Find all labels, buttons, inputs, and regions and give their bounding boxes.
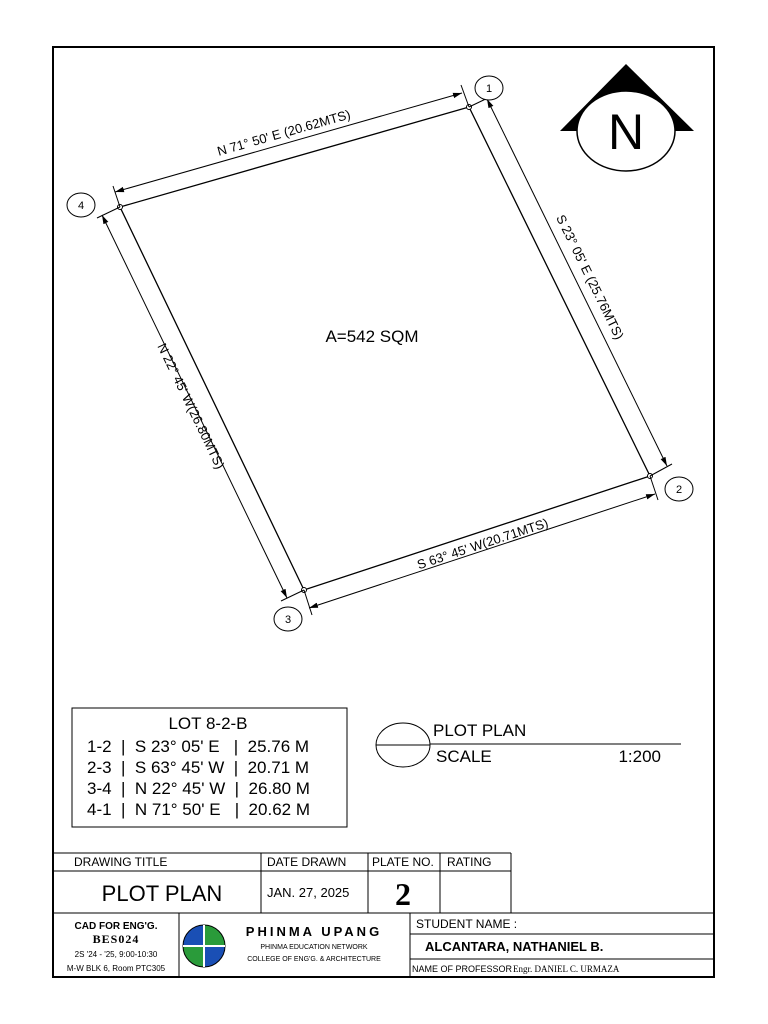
course-schedule: 2S '24 - '25, 9:00-10:30 <box>74 950 158 959</box>
course-code: BES024 <box>92 932 140 946</box>
ext-line-2-right <box>650 464 672 476</box>
ext-line-1-top <box>461 85 469 107</box>
corner-number-1: 1 <box>485 83 493 95</box>
date-drawn-header: DATE DRAWN <box>267 855 347 869</box>
ext-line-2-bottom <box>650 476 658 500</box>
side-label-4-1: N 71° 50' E (20.62MTS) <box>215 106 353 159</box>
north-arrow-letter: N <box>607 104 645 160</box>
drawing-title: PLOT PLAN <box>101 881 223 906</box>
side-label-1-2: S 23° 05' E (25.76MTS) <box>553 212 627 342</box>
drawing-title-header: DRAWING TITLE <box>74 855 168 869</box>
corner-bubble-1 <box>475 76 503 100</box>
student-name-label: STUDENT NAME : <box>416 917 518 931</box>
ext-line-4-top <box>113 186 120 207</box>
area-label: A=542 SQM <box>325 327 419 346</box>
ext-line-3-bottom <box>304 590 312 615</box>
professor-name: Engr. DANIEL C. URMAZA <box>513 964 620 974</box>
lot-table-row: 1-2 | S 23° 05' E | 25.76 M <box>87 737 310 756</box>
plate-no-header: PLATE NO. <box>372 855 434 869</box>
sheet-border <box>53 47 714 977</box>
scale-label: SCALE <box>436 747 492 766</box>
rating-header: RATING <box>447 855 492 869</box>
lot-polygon <box>120 107 650 590</box>
lot-table-row: 4-1 | N 71° 50' E | 20.62 M <box>87 800 310 819</box>
course-title: CAD FOR ENG'G. <box>74 921 158 932</box>
plan-title: PLOT PLAN <box>433 721 527 740</box>
school-logo <box>183 925 225 967</box>
corner-bubble-4 <box>67 193 95 217</box>
corner-number-3: 3 <box>284 614 292 626</box>
lot-table-row: 3-4 | N 22° 45' W | 26.80 M <box>87 779 310 798</box>
date-drawn: JAN. 27, 2025 <box>267 885 350 900</box>
school-network: PHINMA EDUCATION NETWORK <box>260 944 368 951</box>
school-college: COLLEGE OF ENG'G. & ARCHITECTURE <box>247 956 381 963</box>
plate-number: 2 <box>395 876 411 912</box>
student-name: ALCANTARA, NATHANIEL B. <box>425 939 604 954</box>
corner-number-4: 4 <box>77 200 85 212</box>
north-arrow <box>560 64 694 171</box>
scale-value: 1:200 <box>618 747 661 766</box>
side-label-3-4: N 22° 45' W(26.80MTS) <box>154 340 228 472</box>
lot-table <box>72 708 347 827</box>
ext-line-4-left <box>97 207 120 218</box>
lot-boundary <box>118 105 653 593</box>
dim-line-4-1 <box>115 93 462 192</box>
corner-bubble-2 <box>665 477 693 501</box>
lot-table-row: 2-3 | S 63° 45' W | 20.71 M <box>87 758 310 777</box>
dimension-lines <box>97 85 672 615</box>
corner-bubble-3 <box>274 607 302 631</box>
school-name: PHINMA UPANG <box>245 924 383 939</box>
corner-number-2: 2 <box>675 484 683 496</box>
plan-title-label <box>376 721 681 767</box>
professor-label: NAME OF PROFESSOR <box>412 964 513 974</box>
side-label-2-3: S 63° 45' W(20.71MTS) <box>415 515 551 573</box>
course-room: M-W BLK 6, Room PTC305 <box>66 964 166 973</box>
lot-table-title: LOT 8-2-B <box>168 714 248 733</box>
